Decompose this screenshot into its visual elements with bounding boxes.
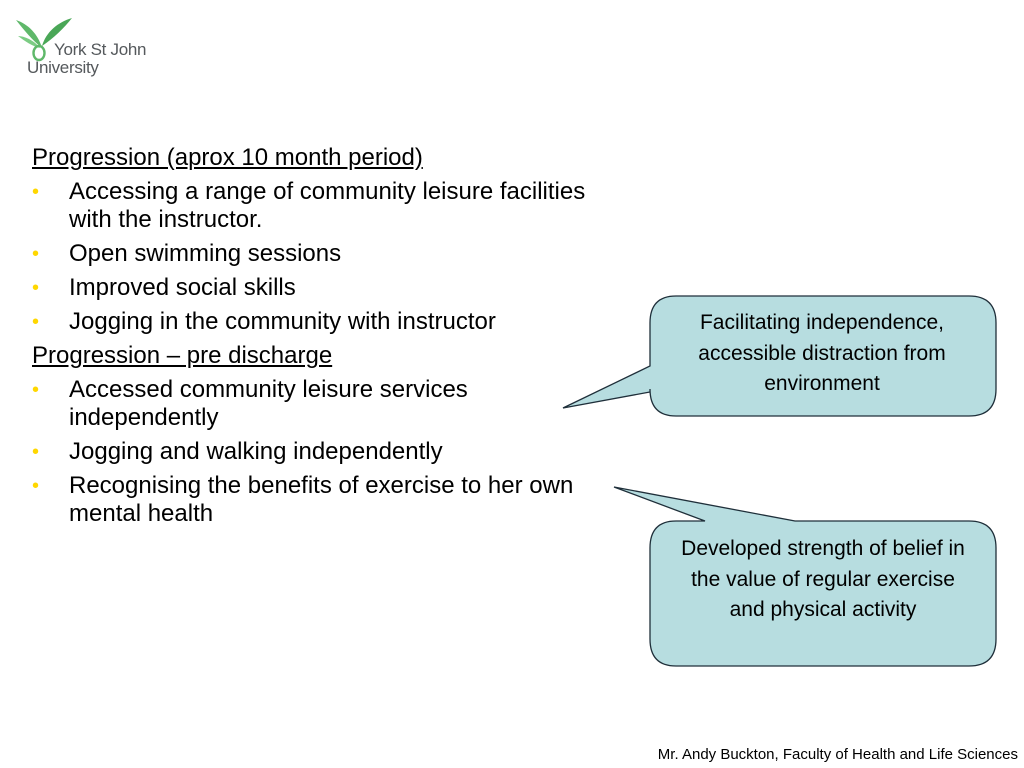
- list-item: • Jogging in the community with instructor: [32, 308, 496, 335]
- bullet-icon: •: [32, 277, 40, 299]
- list-item: • Improved social skills: [32, 274, 296, 301]
- bullet-icon: •: [32, 379, 40, 401]
- bullet-icon: •: [32, 311, 40, 333]
- callout-bottom-text: Developed strength of belief in the value of regular exercise and physical activity: [681, 537, 965, 621]
- logo-text-line2: University: [27, 58, 99, 77]
- list-item: • Accessed community leisure services independently: [32, 376, 468, 431]
- callout-top-text: Facilitating independence, accessible distraction from environment: [698, 311, 946, 395]
- list-item: • Jogging and walking independently: [32, 438, 443, 465]
- bullet-icon: •: [32, 181, 40, 203]
- bullet-icon: •: [32, 243, 40, 265]
- logo-text-line1: York St John: [54, 40, 147, 59]
- section-heading-pre-discharge: Progression – pre discharge: [32, 342, 333, 369]
- bullet-icon: •: [32, 475, 40, 497]
- list-item: • Accessing a range of community leisure facilities with the instructor.: [32, 178, 586, 233]
- list-item: • Recognising the benefits of exercise to her own mental health: [32, 472, 574, 527]
- footer-credit: Mr. Andy Buckton, Faculty of Health and Life Sciences: [657, 746, 1018, 763]
- bullet-icon: •: [32, 441, 40, 463]
- section-heading-progression: Progression (aprox 10 month period): [32, 144, 423, 171]
- list-item: • Open swimming sessions: [32, 240, 342, 267]
